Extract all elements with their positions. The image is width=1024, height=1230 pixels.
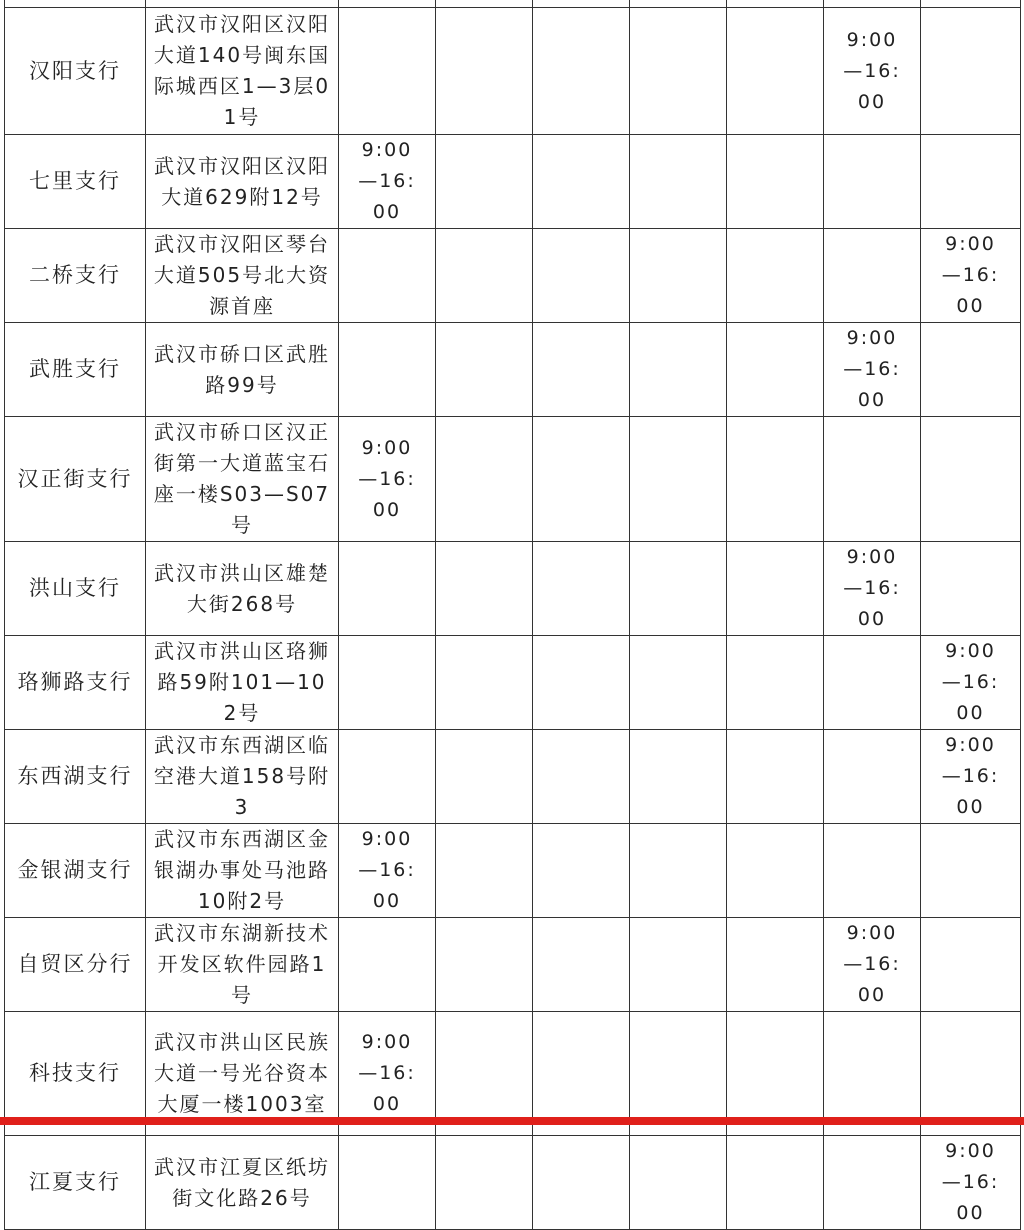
branch-name-cell: 二桥支行 bbox=[5, 229, 146, 323]
table-row bbox=[5, 1136, 1021, 1230]
table-row bbox=[5, 824, 1021, 918]
hours-cell bbox=[533, 135, 630, 229]
hours-cell bbox=[436, 0, 533, 8]
hours-cell bbox=[339, 542, 436, 636]
hours-cell bbox=[339, 8, 436, 135]
hours-cell bbox=[727, 8, 824, 135]
table-row bbox=[5, 918, 1021, 1012]
hours-cell bbox=[436, 1136, 533, 1230]
hours-cell bbox=[727, 1136, 824, 1230]
hours-cell bbox=[533, 417, 630, 542]
hours-cell bbox=[921, 323, 1021, 417]
hours-cell bbox=[533, 918, 630, 1012]
hours-cell bbox=[824, 636, 921, 730]
hours-cell bbox=[339, 229, 436, 323]
hours-cell bbox=[436, 918, 533, 1012]
hours-cell bbox=[727, 730, 824, 824]
hours-cell bbox=[921, 824, 1021, 918]
table-row bbox=[5, 8, 1021, 135]
branch-name-cell: 武胜支行 bbox=[5, 323, 146, 417]
table-row bbox=[5, 636, 1021, 730]
hours-cell bbox=[436, 229, 533, 323]
hours-cell bbox=[339, 323, 436, 417]
hours-cell bbox=[339, 918, 436, 1012]
hours-cell bbox=[630, 229, 727, 323]
branch-address-cell: 武汉市硚口区汉正街第一大道蓝宝石座一楼S03—S07号 bbox=[146, 417, 339, 542]
branch-address-cell: 武汉市洪山区珞狮路59附101—102号 bbox=[146, 636, 339, 730]
hours-cell bbox=[630, 135, 727, 229]
branch-name-cell: 金银湖支行 bbox=[5, 824, 146, 918]
branch-address-cell: 武汉市洪山区雄楚大街268号 bbox=[146, 542, 339, 636]
branch-address-cell: 武汉市汉阳区琴台大道505号北大资源首座 bbox=[146, 229, 339, 323]
branch-name-cell: 珞狮路支行 bbox=[5, 636, 146, 730]
hours-cell bbox=[727, 135, 824, 229]
hours-cell bbox=[824, 824, 921, 918]
hours-cell bbox=[339, 636, 436, 730]
red-bottom-rule bbox=[0, 1117, 1024, 1125]
hours-cell bbox=[630, 730, 727, 824]
branch-address-cell: 武汉市东西湖区金银湖办事处马池路10附2号 bbox=[146, 824, 339, 918]
hours-cell bbox=[824, 730, 921, 824]
table-row bbox=[5, 542, 1021, 636]
hours-cell bbox=[436, 323, 533, 417]
branch-hours-table bbox=[4, 0, 1021, 1230]
branch-name-cell: 科技支行 bbox=[5, 1012, 146, 1136]
hours-cell bbox=[727, 417, 824, 542]
hours-cell bbox=[436, 542, 533, 636]
branch-name-cell: 洪山支行 bbox=[5, 542, 146, 636]
hours-cell: 9:00—16:00 bbox=[824, 918, 921, 1012]
hours-cell bbox=[727, 229, 824, 323]
hours-cell bbox=[533, 542, 630, 636]
branch-name-cell: 汉正街支行 bbox=[5, 417, 146, 542]
hours-cell bbox=[436, 8, 533, 135]
hours-cell bbox=[533, 730, 630, 824]
hours-cell bbox=[727, 918, 824, 1012]
hours-cell bbox=[533, 0, 630, 8]
hours-cell: 9:00—16:00 bbox=[824, 323, 921, 417]
hours-cell bbox=[630, 417, 727, 542]
hours-cell bbox=[436, 417, 533, 542]
hours-cell bbox=[824, 1136, 921, 1230]
hours-cell: 9:00—16:00 bbox=[339, 1012, 436, 1136]
branch-address-cell: 武汉市汉阳区汉阳大道140号闽东国际城西区1—3层01号 bbox=[146, 8, 339, 135]
hours-cell bbox=[533, 323, 630, 417]
hours-cell bbox=[436, 824, 533, 918]
branch-address-cell: 武汉市洪山区民族大道一号光谷资本大厦一楼1003室 bbox=[146, 1012, 339, 1136]
hours-cell bbox=[727, 542, 824, 636]
branch-address-cell: 武汉市东湖新技术开发区软件园路1号 bbox=[146, 918, 339, 1012]
hours-cell bbox=[630, 636, 727, 730]
hours-cell: 9:00—16:00 bbox=[824, 542, 921, 636]
table-row bbox=[5, 417, 1021, 542]
hours-cell bbox=[533, 229, 630, 323]
table-row bbox=[5, 229, 1021, 323]
hours-cell bbox=[339, 0, 436, 8]
hours-cell bbox=[921, 8, 1021, 135]
hours-cell bbox=[533, 636, 630, 730]
branch-name-cell: 自贸区分行 bbox=[5, 918, 146, 1012]
hours-cell bbox=[630, 8, 727, 135]
hours-cell bbox=[630, 1136, 727, 1230]
branch-name-cell: 东西湖支行 bbox=[5, 730, 146, 824]
hours-cell bbox=[436, 730, 533, 824]
hours-cell: 9:00—16:00 bbox=[921, 1136, 1021, 1230]
table-row bbox=[5, 323, 1021, 417]
table-row bbox=[5, 135, 1021, 229]
hours-cell bbox=[921, 0, 1021, 8]
hours-cell bbox=[533, 824, 630, 918]
hours-cell bbox=[630, 0, 727, 8]
hours-cell bbox=[630, 824, 727, 918]
branch-address-cell: 武汉市汉阳区汉阳大道629附12号 bbox=[146, 135, 339, 229]
branch-name-cell: 江夏支行 bbox=[5, 1136, 146, 1230]
hours-cell: 9:00—16:00 bbox=[339, 135, 436, 229]
table-row bbox=[5, 0, 1021, 8]
hours-cell bbox=[921, 135, 1021, 229]
hours-cell bbox=[727, 0, 824, 8]
hours-cell: 9:00—16:00 bbox=[339, 417, 436, 542]
hours-cell bbox=[630, 542, 727, 636]
hours-cell bbox=[436, 636, 533, 730]
hours-cell bbox=[630, 918, 727, 1012]
hours-cell bbox=[339, 730, 436, 824]
branch-name-cell: 汉阳支行 bbox=[5, 8, 146, 135]
hours-cell bbox=[339, 1136, 436, 1230]
hours-cell bbox=[727, 824, 824, 918]
hours-cell bbox=[824, 0, 921, 8]
hours-cell: 9:00—16:00 bbox=[921, 229, 1021, 323]
hours-cell bbox=[921, 918, 1021, 1012]
branch-address-cell: 武汉市东西湖区临空港大道158号附3 bbox=[146, 730, 339, 824]
table-row bbox=[5, 730, 1021, 824]
hours-cell: 9:00—16:00 bbox=[921, 636, 1021, 730]
hours-cell bbox=[727, 323, 824, 417]
hours-cell bbox=[824, 135, 921, 229]
branch-address-cell: 武汉市江夏区纸坊街文化路26号 bbox=[146, 1136, 339, 1230]
hours-cell bbox=[436, 135, 533, 229]
hours-cell bbox=[533, 1136, 630, 1230]
hours-cell bbox=[533, 8, 630, 135]
hours-cell: 9:00—16:00 bbox=[921, 730, 1021, 824]
hours-cell bbox=[921, 417, 1021, 542]
hours-cell bbox=[824, 229, 921, 323]
branch-address-cell: 武汉市硚口区武胜路99号 bbox=[146, 323, 339, 417]
hours-cell: 9:00—16:00 bbox=[339, 824, 436, 918]
hours-cell bbox=[630, 323, 727, 417]
hours-cell: 9:00—16:00 bbox=[824, 8, 921, 135]
hours-cell bbox=[727, 636, 824, 730]
branch-name-cell: 七里支行 bbox=[5, 135, 146, 229]
hours-cell bbox=[921, 542, 1021, 636]
hours-cell bbox=[824, 417, 921, 542]
branch-name-cell bbox=[5, 0, 146, 8]
branch-address-cell bbox=[146, 0, 339, 8]
